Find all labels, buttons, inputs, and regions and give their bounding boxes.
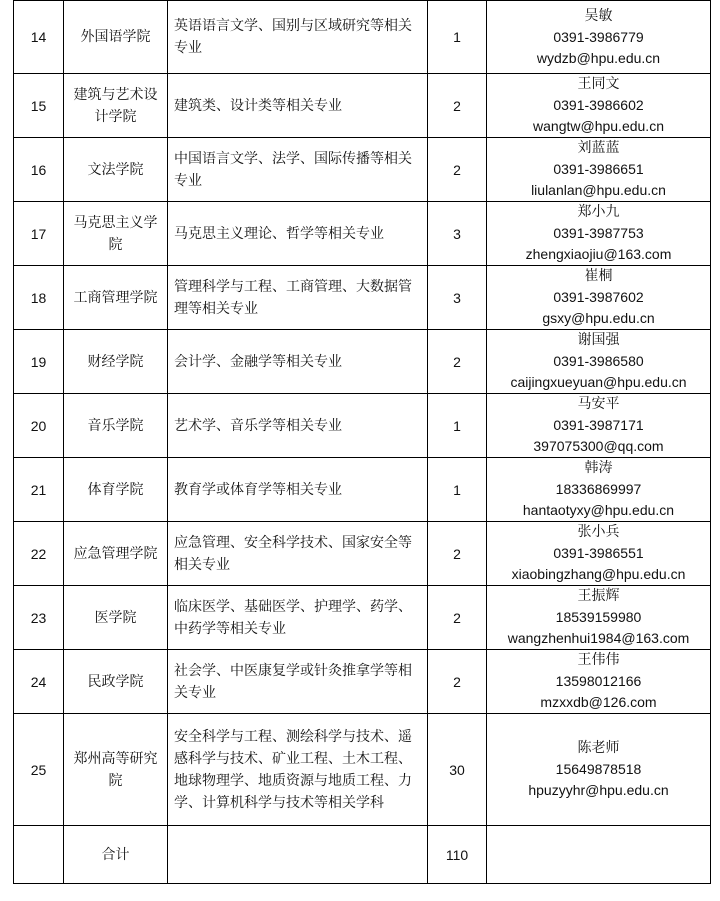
contact-cell xyxy=(487,138,711,202)
total-count: 110 xyxy=(428,826,487,884)
row-number: 19 xyxy=(14,330,64,394)
contact-name: 张小兵 xyxy=(577,524,620,540)
position-count: 2 xyxy=(428,522,487,586)
contact-name: 王伟伟 xyxy=(577,652,620,668)
major-requirement: 安全科学与工程、测绘科学与技术、遥感科学与技术、矿业工程、土木工程、地球物理学、地质资源与地质工程、力学、计算机科学与技术等相关学科 xyxy=(168,714,428,826)
table-row xyxy=(14,266,711,330)
unit-name: 工商管理学院 xyxy=(64,266,168,330)
major-requirement: 管理科学与工程、工商管理、大数据管理等相关专业 xyxy=(168,266,428,330)
position-count: 2 xyxy=(428,74,487,138)
table-row xyxy=(14,458,711,522)
contact-name: 王同文 xyxy=(577,76,620,92)
total-blank-cell xyxy=(14,826,64,884)
contact-name: 刘蓝蓝 xyxy=(577,140,620,156)
unit-name: 财经学院 xyxy=(64,330,168,394)
contact-phone: 0391-3986651 xyxy=(553,161,644,177)
row-number: 25 xyxy=(14,714,64,826)
major-requirement: 教育学或体育学等相关专业 xyxy=(168,458,428,522)
table-row xyxy=(14,330,711,394)
contact-cell xyxy=(487,586,711,650)
unit-name: 体育学院 xyxy=(64,458,168,522)
contact-name: 谢国强 xyxy=(577,332,620,348)
contact-email: hantaotyxy@hpu.edu.cn xyxy=(522,502,675,518)
unit-name: 马克思主义学院 xyxy=(64,202,168,266)
contact-name: 王振辉 xyxy=(577,588,620,604)
contact-name: 韩涛 xyxy=(584,460,613,476)
contact-cell xyxy=(487,202,711,266)
contact-cell xyxy=(487,330,711,394)
contact-name: 郑小九 xyxy=(577,204,620,220)
contact-email: wangtw@hpu.edu.cn xyxy=(533,118,664,134)
table-row xyxy=(14,394,711,458)
major-requirement: 应急管理、安全科学技术、国家安全等相关专业 xyxy=(168,522,428,586)
contact-name: 马安平 xyxy=(577,396,620,412)
position-count: 1 xyxy=(428,458,487,522)
major-requirement: 英语语言文学、国别与区域研究等相关专业 xyxy=(168,1,428,74)
major-requirement: 中国语言文学、法学、国际传播等相关专业 xyxy=(168,138,428,202)
unit-name: 文法学院 xyxy=(64,138,168,202)
contact-cell xyxy=(487,394,711,458)
row-number: 16 xyxy=(14,138,64,202)
contact-email: hpuzyyhr@hpu.edu.cn xyxy=(528,782,669,798)
contact-phone: 0391-3986580 xyxy=(553,353,644,369)
position-count: 2 xyxy=(428,138,487,202)
row-number: 18 xyxy=(14,266,64,330)
row-number: 20 xyxy=(14,394,64,458)
contact-cell xyxy=(487,74,711,138)
contact-email: gsxy@hpu.edu.cn xyxy=(542,310,655,326)
row-number: 17 xyxy=(14,202,64,266)
table-row xyxy=(14,1,711,74)
unit-name: 郑州高等研究院 xyxy=(64,714,168,826)
contact-phone: 0391-3987171 xyxy=(553,417,644,433)
contact-cell xyxy=(487,1,711,74)
table-row xyxy=(14,74,711,138)
major-requirement: 艺术学、音乐学等相关专业 xyxy=(168,394,428,458)
contact-cell xyxy=(487,266,711,330)
unit-name: 应急管理学院 xyxy=(64,522,168,586)
contact-phone: 18539159980 xyxy=(555,609,642,625)
contact-email: caijingxueyuan@hpu.edu.cn xyxy=(510,374,687,390)
contact-cell xyxy=(487,650,711,714)
unit-name: 建筑与艺术设计学院 xyxy=(64,74,168,138)
position-count: 3 xyxy=(428,202,487,266)
contact-phone: 0391-3987753 xyxy=(553,225,644,241)
table-row xyxy=(14,650,711,714)
contact-phone: 0391-3986779 xyxy=(553,28,644,45)
contact-cell xyxy=(487,458,711,522)
total-row xyxy=(14,826,711,884)
contact-phone: 0391-3986551 xyxy=(553,545,644,561)
major-requirement: 临床医学、基础医学、护理学、药学、中药学等相关专业 xyxy=(168,586,428,650)
table-row xyxy=(14,586,711,650)
table-row xyxy=(14,138,711,202)
position-count: 2 xyxy=(428,586,487,650)
unit-name: 外国语学院 xyxy=(64,1,168,74)
total-blank-cell xyxy=(168,826,428,884)
row-number: 21 xyxy=(14,458,64,522)
major-requirement: 社会学、中医康复学或针灸推拿学等相关专业 xyxy=(168,650,428,714)
table-row xyxy=(14,714,711,826)
position-count: 3 xyxy=(428,266,487,330)
row-number: 24 xyxy=(14,650,64,714)
major-requirement: 建筑类、设计类等相关专业 xyxy=(168,74,428,138)
unit-name: 医学院 xyxy=(64,586,168,650)
contact-phone: 18336869997 xyxy=(555,481,642,497)
total-blank-cell xyxy=(487,826,711,884)
row-number: 14 xyxy=(14,1,64,74)
position-count: 1 xyxy=(428,394,487,458)
row-number: 15 xyxy=(14,74,64,138)
contact-phone: 15649878518 xyxy=(555,761,642,777)
contact-phone: 0391-3986602 xyxy=(553,97,644,113)
major-requirement: 会计学、金融学等相关专业 xyxy=(168,330,428,394)
total-label: 合计 xyxy=(64,826,168,884)
contact-phone: 13598012166 xyxy=(555,673,642,689)
unit-name: 民政学院 xyxy=(64,650,168,714)
major-requirement: 马克思主义理论、哲学等相关专业 xyxy=(168,202,428,266)
contact-cell xyxy=(487,522,711,586)
contact-email: wangzhenhui1984@163.com xyxy=(507,630,690,646)
contact-name: 崔桐 xyxy=(584,268,613,284)
row-number: 22 xyxy=(14,522,64,586)
recruitment-table xyxy=(13,0,711,884)
contact-cell xyxy=(487,714,711,826)
table-row xyxy=(14,202,711,266)
contact-phone: 0391-3987602 xyxy=(553,289,644,305)
contact-email: mzxxdb@126.com xyxy=(540,694,657,710)
contact-email: wydzb@hpu.edu.cn xyxy=(536,49,661,66)
position-count: 2 xyxy=(428,650,487,714)
contact-name: 吴敏 xyxy=(584,7,613,24)
position-count: 30 xyxy=(428,714,487,826)
table-row xyxy=(14,522,711,586)
contact-email: liulanlan@hpu.edu.cn xyxy=(531,182,666,198)
contact-name: 陈老师 xyxy=(577,740,620,756)
contact-email: xiaobingzhang@hpu.edu.cn xyxy=(511,566,686,582)
row-number: 23 xyxy=(14,586,64,650)
contact-email: zhengxiaojiu@163.com xyxy=(525,246,672,262)
unit-name: 音乐学院 xyxy=(64,394,168,458)
contact-email: 397075300@qq.com xyxy=(533,438,664,454)
position-count: 2 xyxy=(428,330,487,394)
position-count: 1 xyxy=(428,1,487,74)
